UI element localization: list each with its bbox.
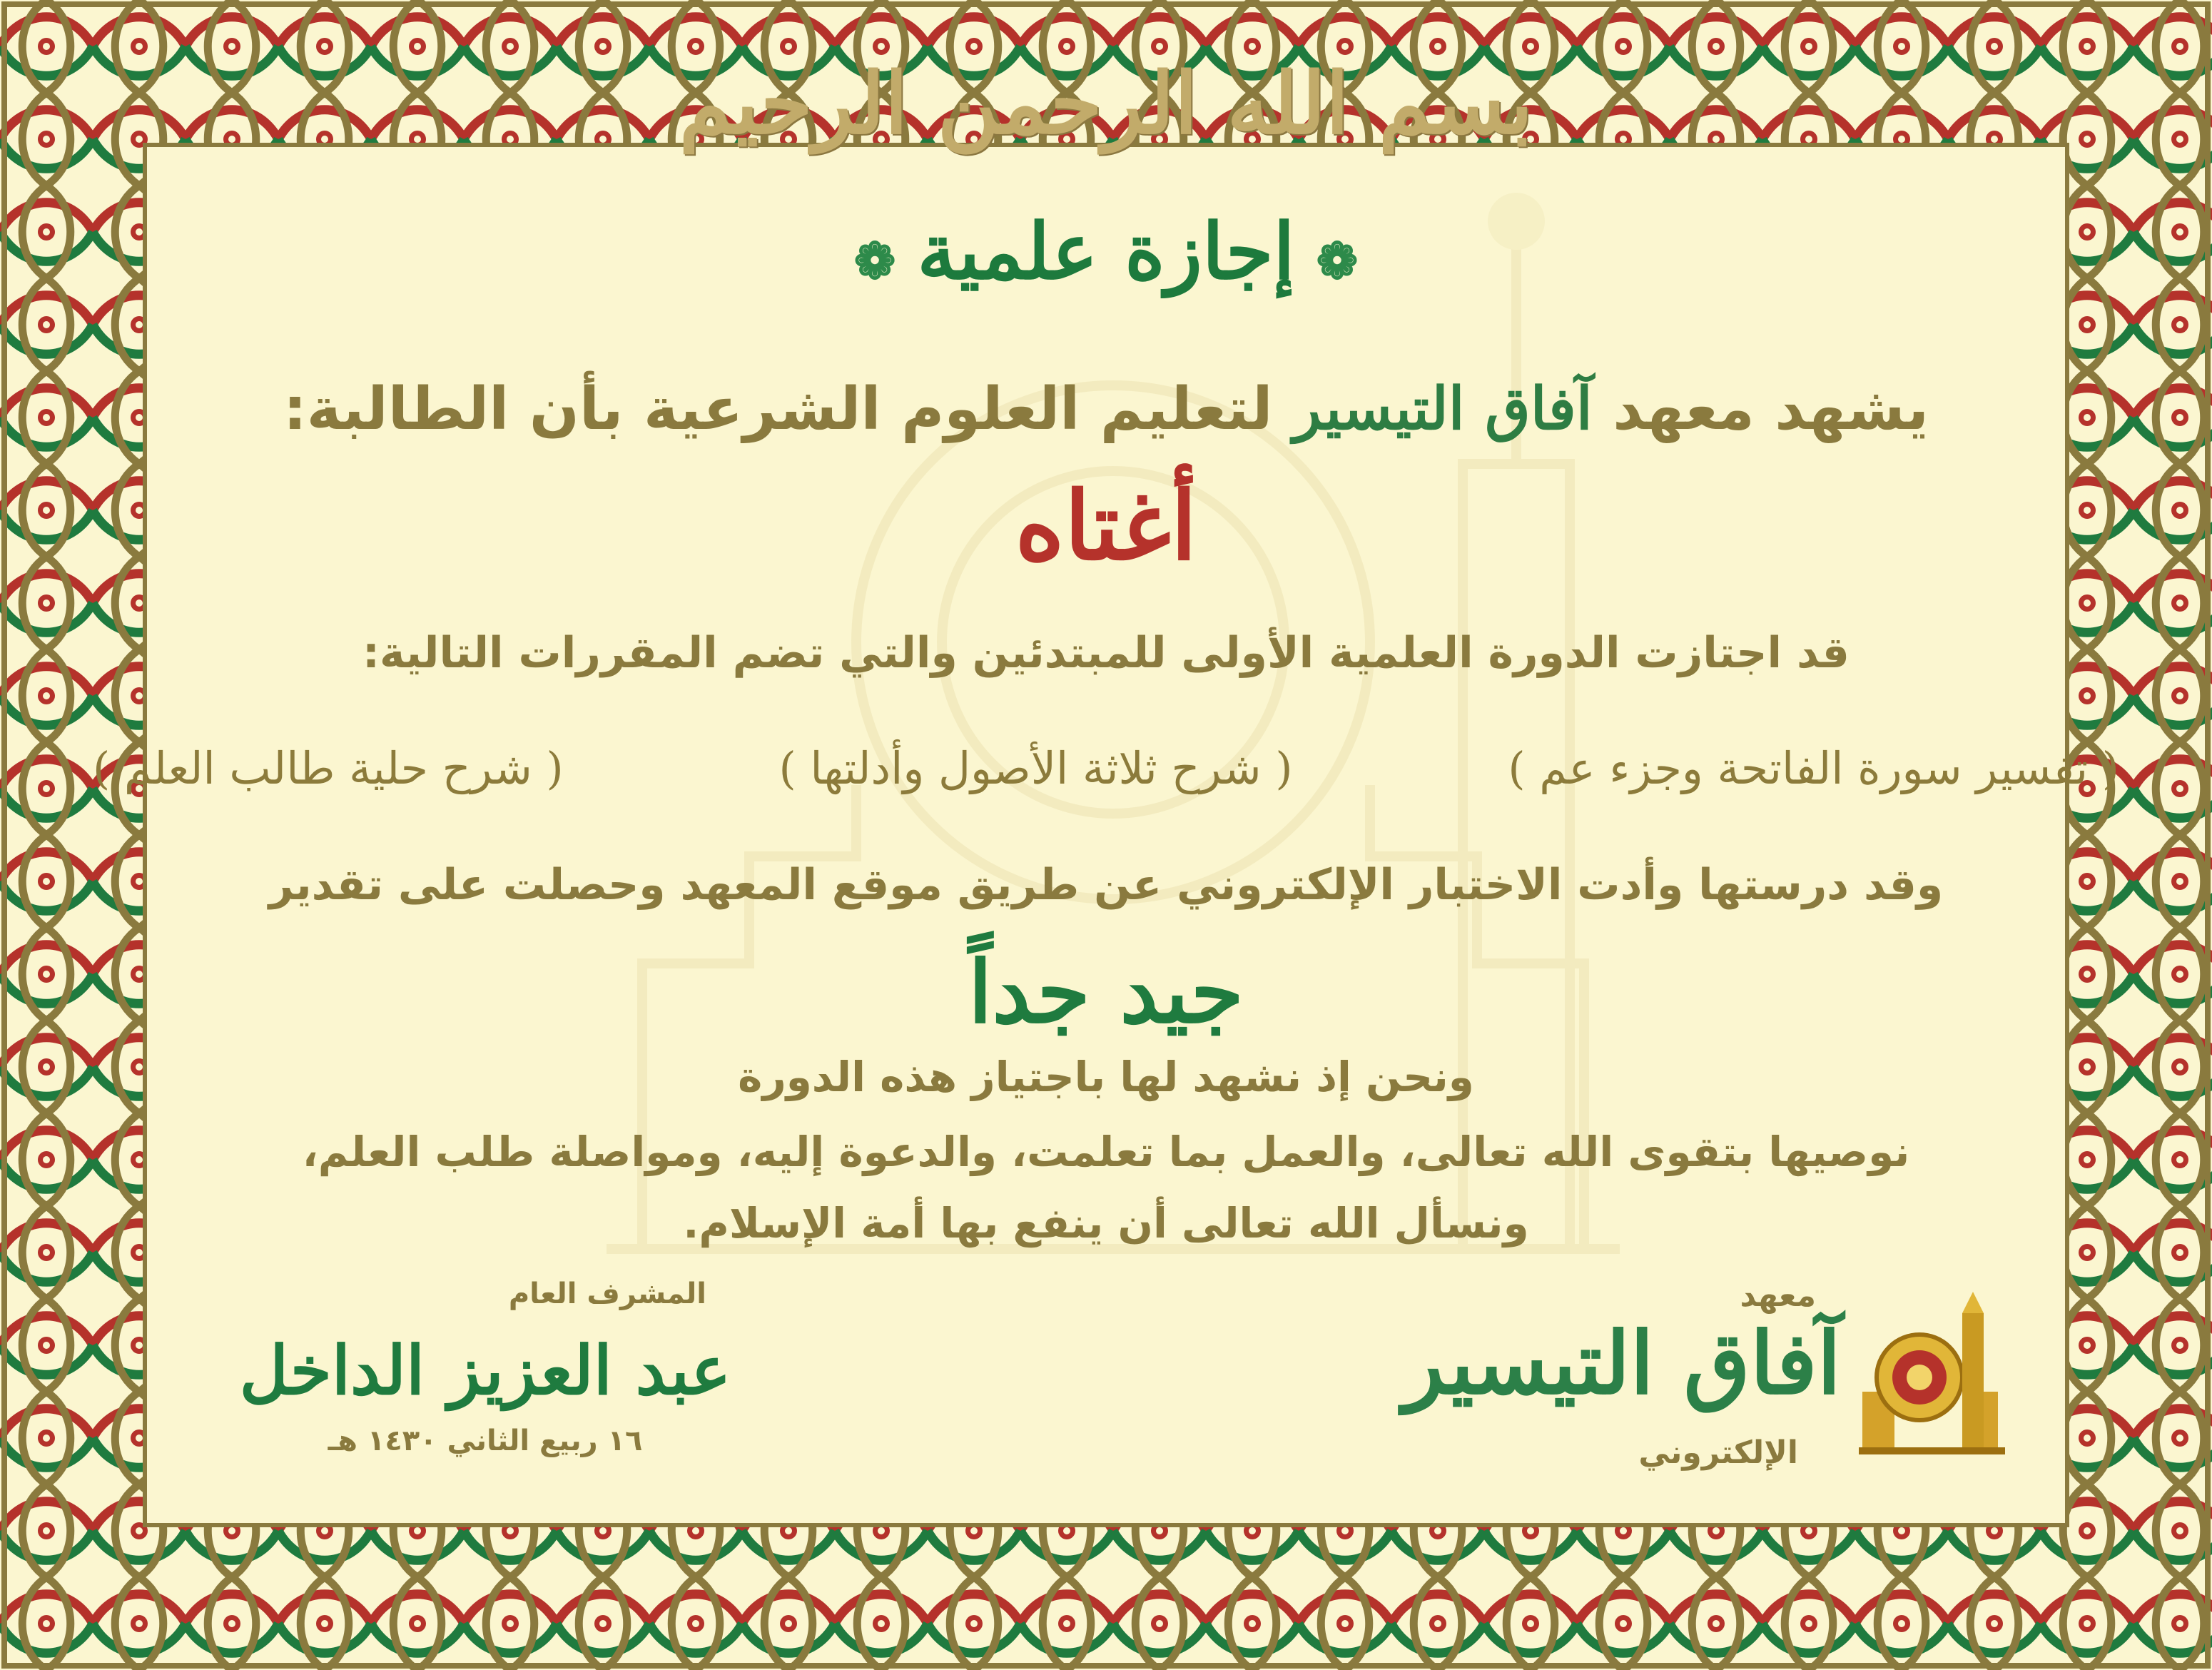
logo-main-text: آفاق التيسير [1403,1313,1841,1414]
grade: جيد جداً [968,942,1244,1043]
course-list [93,742,2119,794]
logo-small-text: معهد [1740,1277,1816,1314]
ornament-icon: ❁ [853,231,896,290]
course-item: ( شرح حلية طالب العلم ) [93,742,564,794]
course-item: ( تفسير سورة الفاتحة وجزء عم ) [1508,742,2119,794]
closing-line: ونحن إذ نشهد لها باجتياز هذه الدورة [738,1053,1474,1101]
basmala: بسم الله الرحمن الرحيم [679,54,1533,153]
intro-after: لتعليم العلوم الشرعية بأن الطالبة: [283,375,1294,443]
signer-name: عبد العزيز الداخل [239,1332,731,1410]
mosque-emblem-icon [1855,1285,2012,1456]
closing-line: ونسأل الله تعالى أن ينفع بها أمة الإسلام. [683,1199,1529,1248]
exam-line: وقد درستها وأدت الاختبار الإلكتروني عن طريق موقع المعهد وحصلت على تقدير [268,860,1944,910]
student-name: أغتاه [1015,471,1197,582]
institute-name: آفاق التيسير [1293,375,1593,443]
signature-block [235,1277,735,1457]
institute-logo [1403,1277,2012,1506]
course-item: ( شرح ثلاثة الأصول وأدلتها ) [778,742,1293,794]
closing-line: نوصيها بتقوى الله تعالى، والعمل بما تعلمت، والدعوة إليه، ومواصلة طلب العلم، [302,1128,1910,1176]
issue-date: ١٦ ربيع الثاني ١٤٣٠ هـ [328,1424,643,1457]
courses-intro: قد اجتازت الدورة العلمية الأولى للمبتدئين والتي تضم المقررات التالية: [362,628,1850,678]
certificate-title [0,207,2212,297]
ornament-icon: ❁ [1316,231,1359,290]
title-text: إجازة علمية [917,207,1295,297]
intro-line [0,375,2212,443]
intro-before: يشهد معهد [1592,375,1929,443]
signer-role: المشرف العام [508,1277,706,1310]
logo-sub-text: الإلكتروني [1638,1434,1798,1471]
